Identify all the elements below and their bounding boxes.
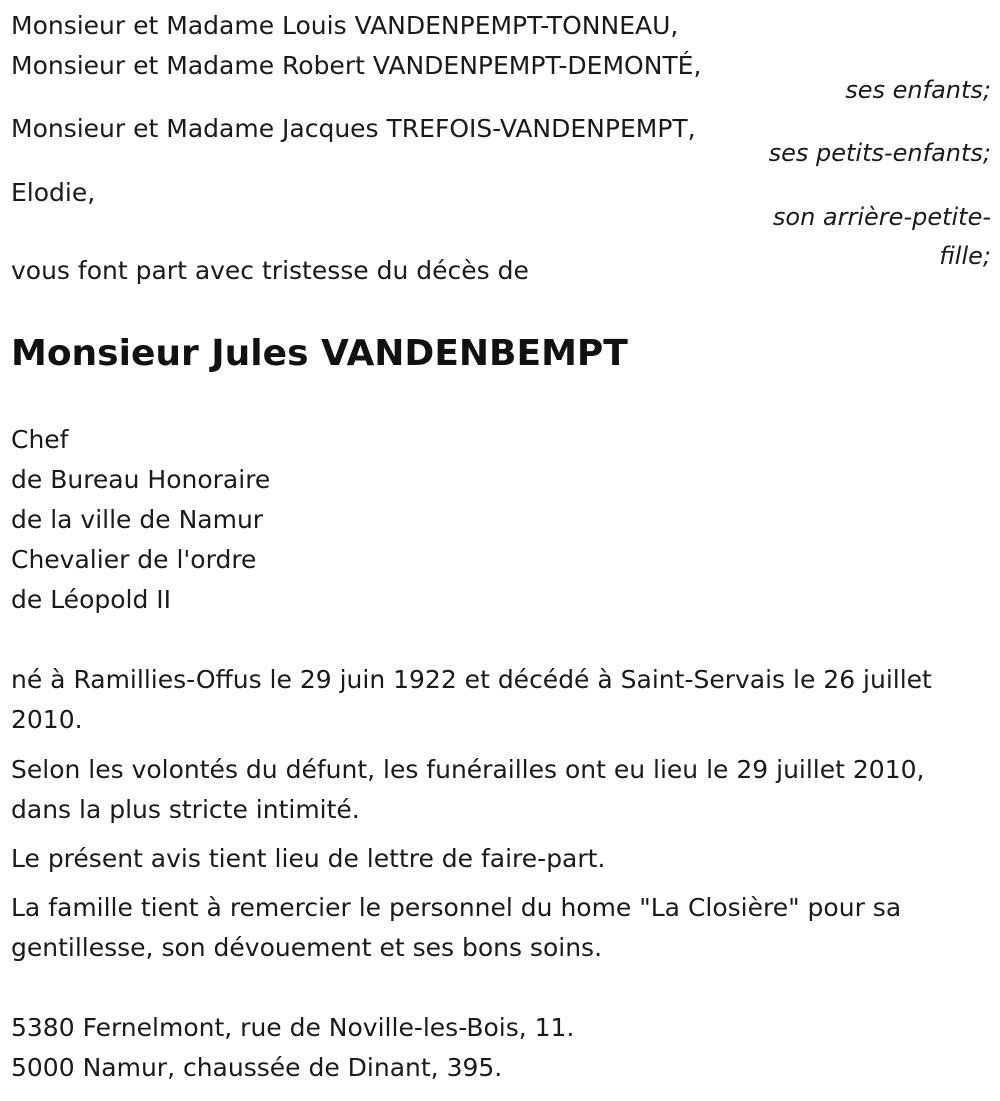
relation-children: ses enfants; xyxy=(845,76,991,104)
funeral-text-cont: dans la plus stricte intimité. xyxy=(11,795,360,824)
announcement-text: vous font part avec tristesse du décès de xyxy=(11,256,529,285)
family-line-jacques: Monsieur et Madame Jacques TREFOIS-VANDENPEMPT, xyxy=(11,114,696,143)
relation-grandchildren: ses petits-enfants; xyxy=(768,139,991,167)
title-line: de Léopold II xyxy=(11,585,172,614)
funeral-text: Selon les volontés du défunt, les funérailles ont eu lieu le 29 juillet 2010, xyxy=(11,755,925,784)
deceased-name: Monsieur Jules VANDENBEMPT xyxy=(11,333,628,374)
notice-text: Le présent avis tient lieu de lettre de faire-part. xyxy=(11,844,606,873)
address-namur: 5000 Namur, chaussée de Dinant, 395. xyxy=(11,1053,503,1082)
address-fernelmont: 5380 Fernelmont, rue de Noville-les-Bois, 11. xyxy=(11,1013,575,1042)
title-line: Chef xyxy=(11,425,69,454)
title-line: de Bureau Honoraire xyxy=(11,465,271,494)
family-line-robert: Monsieur et Madame Robert VANDENPEMPT-DEMONTÉ, xyxy=(11,51,702,80)
thanks-text-cont: gentillesse, son dévouement et ses bons soins. xyxy=(11,933,603,962)
family-line-louis: Monsieur et Madame Louis VANDENPEMPT-TONNEAU, xyxy=(11,11,679,40)
relation-great-granddaughter-1: son arrière-petite- xyxy=(772,203,991,231)
birth-death-text: né à Ramillies-Offus le 29 juin 1922 et décédé à Saint-Servais le 26 juillet xyxy=(11,665,932,694)
family-line-elodie: Elodie, xyxy=(11,178,96,207)
relation-great-granddaughter-2: fille; xyxy=(939,242,991,270)
thanks-text: La famille tient à remercier le personnel du home "La Closière" pour sa xyxy=(11,893,902,922)
title-line: de la ville de Namur xyxy=(11,505,264,534)
birth-death-text-cont: 2010. xyxy=(11,705,83,734)
title-line: Chevalier de l'ordre xyxy=(11,545,257,574)
